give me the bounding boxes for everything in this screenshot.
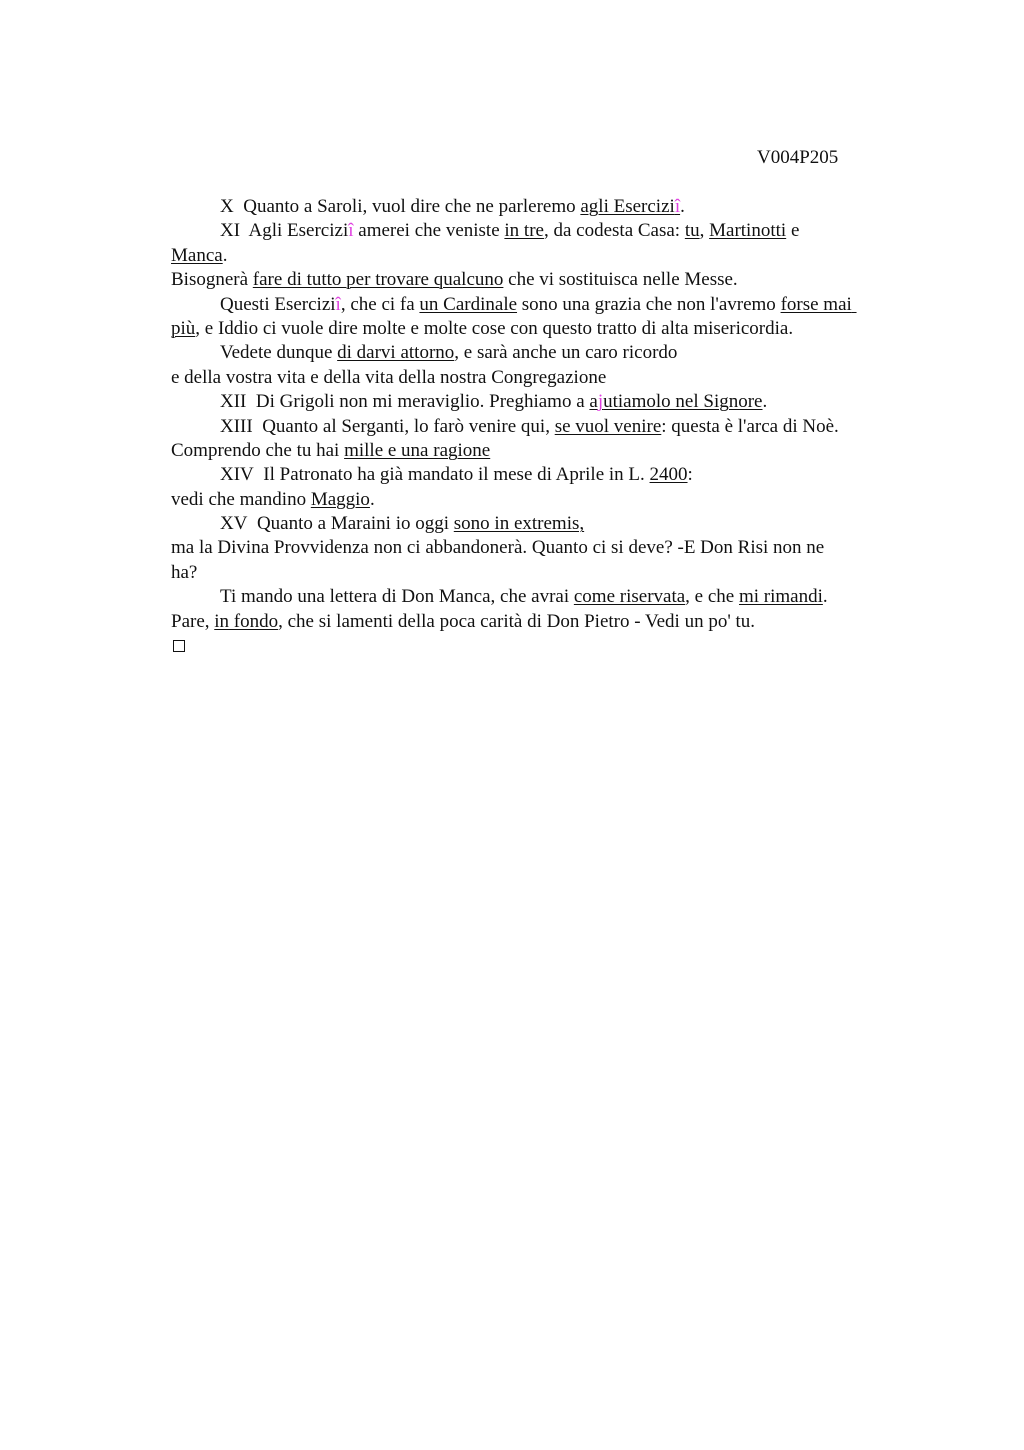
underlined-text — [589, 391, 762, 412]
text-run: Bisognerà — [171, 269, 253, 291]
text-run: a — [589, 391, 598, 413]
underlined-text: 2400 — [649, 464, 688, 486]
text-run: e — [786, 220, 800, 242]
text-run: Ti mando una lettera di Don Manca, che avrai — [220, 586, 574, 608]
text-run: Questi Esercizi — [220, 293, 336, 315]
text-run: , e che — [685, 586, 739, 608]
underlined-text: mi rimandi — [738, 586, 823, 608]
underlined-text: un Cardinale — [419, 293, 518, 315]
text-run: agli Esercizi — [580, 196, 675, 217]
text-run: . — [369, 488, 375, 510]
paragraph-esercizi-line-1 — [171, 293, 907, 317]
text-run: utiamolo nel Signore — [603, 391, 763, 413]
text-run: sono una grazia che non l'avremo — [517, 293, 781, 315]
paragraph-ti-mando-line-2 — [171, 610, 907, 634]
text-run: : — [687, 464, 693, 486]
underlined-text: mille e una ragione — [344, 439, 491, 461]
page-identifier: V004P205 — [757, 147, 839, 168]
underlined-text — [580, 196, 680, 217]
text-run: , e Iddio ci vuole dire molte e molte cose con questo tratto di alta misericordia. — [195, 317, 794, 339]
section-number: XII — [220, 391, 247, 413]
paragraph-xi-line-2 — [171, 244, 907, 268]
paragraph-xiii-line-2 — [171, 439, 907, 463]
section-number: XV — [220, 513, 248, 535]
paragraph-vedete-line-2 — [171, 366, 907, 390]
section-number: X — [220, 196, 234, 217]
text-run: ha? — [171, 561, 198, 583]
paragraph-xv-line-1 — [171, 512, 907, 536]
diacritic-mark: î — [348, 220, 354, 242]
text-run: Pare, — [171, 610, 215, 632]
text-run: Di Grigoli non mi meraviglio. Preghiamo a — [255, 391, 590, 413]
paragraph-xi-line-1 — [171, 219, 907, 243]
paragraph-ti-mando-line-1 — [171, 585, 907, 609]
paragraph-xv-line-2 — [171, 536, 907, 560]
underlined-text: in fondo — [214, 610, 279, 632]
text-run: Vedete dunque — [220, 342, 338, 364]
text-run: , da codesta Casa: — [543, 220, 685, 242]
underlined-text: Maggio — [310, 488, 370, 510]
diacritic-mark: j — [597, 391, 604, 413]
text-run: vedi che mandino — [171, 488, 311, 510]
text-run: Comprendo che tu hai — [171, 439, 345, 461]
text-run: . — [762, 391, 768, 413]
text-run: Quanto a Maraini io oggi — [256, 513, 454, 535]
text-run: ma la Divina Provvidenza non ci abbandonerà. Quanto ci si deve? -E Don Risi non ne — [171, 537, 825, 559]
text-run: amerei che veniste — [353, 220, 505, 242]
text-run: , — [699, 220, 710, 242]
underlined-text: in tre — [504, 220, 544, 242]
text-run: , che ci fa — [340, 293, 420, 315]
paragraph-xv-line-3 — [171, 561, 907, 585]
paragraph-xi-line-3 — [171, 268, 907, 292]
text-run: e della vostra vita e della vita della nostra Congregazione — [171, 366, 607, 388]
underlined-text: Manca — [171, 244, 223, 266]
underlined-text: più — [171, 317, 196, 339]
diacritic-mark: î — [674, 196, 681, 217]
underlined-text: fare di tutto per trovare qualcuno — [252, 269, 504, 291]
paragraph-xii-line-1 — [171, 390, 907, 414]
text-run: Quanto al Serganti, lo farò venire qui, — [262, 415, 555, 437]
text-run: . — [822, 586, 828, 608]
underlined-text: se vuol venire — [554, 415, 662, 437]
diacritic-mark: î — [335, 293, 341, 315]
text-run: Il Patronato ha già mandato il mese di Aprile in L. — [263, 464, 650, 486]
letter-body — [171, 195, 907, 658]
paragraph-xiii-line-1 — [171, 415, 907, 439]
paragraph-esercizi-line-2 — [171, 317, 907, 341]
text-run: . — [222, 244, 228, 266]
underlined-text: di darvi attorno — [337, 342, 455, 364]
underlined-text: sono in extremis, — [453, 513, 585, 535]
section-number: XIII — [220, 415, 253, 437]
end-of-text-line — [171, 634, 907, 658]
paragraph-vedete-line-1 — [171, 341, 907, 365]
text-run: , che si lamenti della poca carità di Don Pietro - Vedi un po' tu. — [278, 610, 756, 632]
paragraph-xiv-line-2 — [171, 488, 907, 512]
section-number: XI — [220, 220, 241, 242]
text-run: che vi sostituisca nelle Messe. — [503, 269, 738, 291]
end-of-text-box-icon — [173, 640, 185, 652]
underlined-text: forse mai — [780, 293, 852, 315]
text-run: . — [680, 196, 685, 217]
underlined-text: Martinotti — [709, 220, 787, 242]
text-run: : questa è l'arca di Noè. — [661, 415, 839, 437]
text-run: Quanto a Saroli, vuol dire che ne parleremo — [243, 196, 581, 217]
section-number: XIV — [220, 464, 254, 486]
paragraph-x-line-1 — [171, 195, 907, 219]
underlined-space — [852, 294, 857, 315]
text-run: , e sarà anche un caro ricordo — [454, 342, 678, 364]
paragraph-xiv-line-1 — [171, 463, 907, 487]
text-run: Agli Esercizi — [248, 220, 349, 242]
underlined-text: come riservata — [573, 586, 686, 608]
underlined-text: tu — [684, 220, 700, 242]
